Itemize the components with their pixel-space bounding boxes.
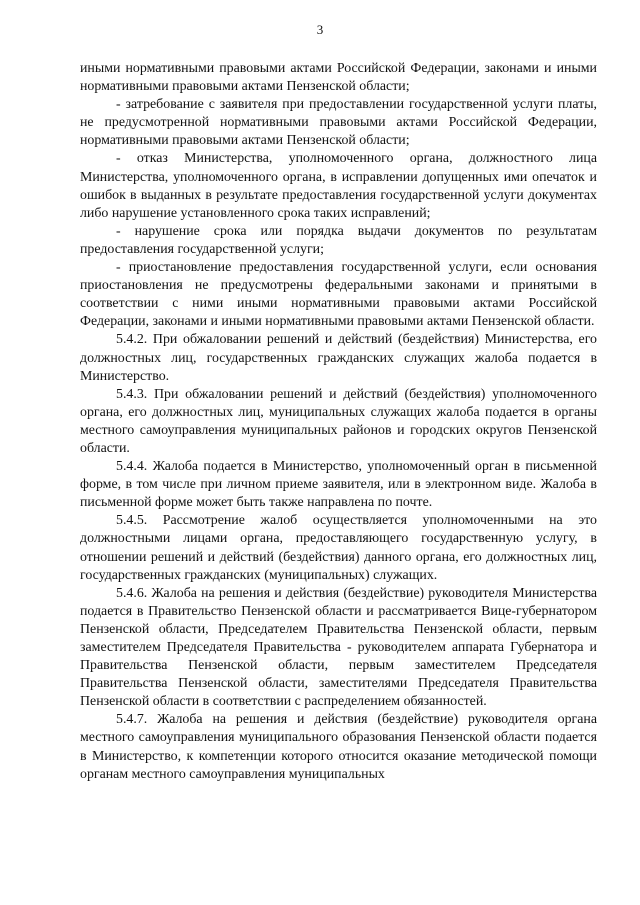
paragraph: - приостановление предоставления государственной услуги, если основания приостановления не предусмотрены федеральными законами и принятыми в соответствии с ними иными нормативными правовыми актами Российской Федерации, законами и иными нормативными правовыми актами Пензенской области.	[80, 260, 597, 330]
paragraph: - нарушение срока или порядка выдачи документов по результатам предоставления государственной услуги;	[80, 223, 597, 257]
document-body	[80, 60, 597, 784]
paragraph: - затребование с заявителя при предоставлении государственной услуги платы, не предусмотренной нормативными правовыми актами Российской Федерации, нормативными правовыми актами Пензенской области;	[80, 97, 597, 149]
paragraph-5-4-7: 5.4.7. Жалоба на решения и действия (бездействие) руководителя органа местного самоуправления муниципального образования Пензенской области подается в Министерство, к компетенции которого относится оказание методической помощи органам местного самоуправления муниципальных	[80, 712, 597, 782]
paragraph: иными нормативными правовыми актами Российской Федерации, законами и иными нормативными правовыми актами Пензенской области;	[80, 61, 597, 95]
paragraph-5-4-4: 5.4.4. Жалоба подается в Министерство, уполномоченный орган в письменной форме, в том числе при личном приеме заявителя, или в электронном виде. Жалоба в письменной форме может быть также направлена по почте.	[80, 459, 597, 511]
paragraph-5-4-5: 5.4.5. Рассмотрение жалоб осуществляется уполномоченными на это должностными лицами органа, предоставляющего государственную услугу, в отношении решений и действий (бездействия) данного органа, его должностных лиц, государственных гражданских (муниципальных) служащих.	[80, 513, 597, 583]
page-number: 3	[316, 22, 324, 37]
paragraph-5-4-6: 5.4.6. Жалоба на решения и действия (бездействие) руководителя Министерства подается в Правительство Пензенской области и рассматривается Вице-губернатором Пензенской области, Председателем Правительства Пензенской области, первым заместителем Председателя Правительства - руководителем аппарата Губернатора и Правительства Пензенской области, первым заместителем Председателя Правительства Пензенской области, заместителями Председателя Правительства Пензенской области в соответствии с распределением обязанностей.	[80, 585, 597, 710]
paragraph-5-4-2: 5.4.2. При обжаловании решений и действий (бездействия) Министерства, его должностных лиц, государственных гражданских служащих жалоба подается в Министерство.	[80, 332, 597, 384]
paragraph: - отказ Министерства, уполномоченного органа, должностного лица Министерства, уполномоченного органа, в исправлении допущенных ими опечаток и ошибок в выданных в результате предоставления государственной услуги документах либо нарушение установленного срока таких исправлений;	[80, 151, 597, 221]
paragraph-5-4-3: 5.4.3. При обжаловании решений и действий (бездействия) уполномоченного органа, его должностных лиц, муниципальных служащих жалоба подается в органы местного самоуправления муниципальных районов и городских округов Пензенской области.	[80, 386, 597, 456]
